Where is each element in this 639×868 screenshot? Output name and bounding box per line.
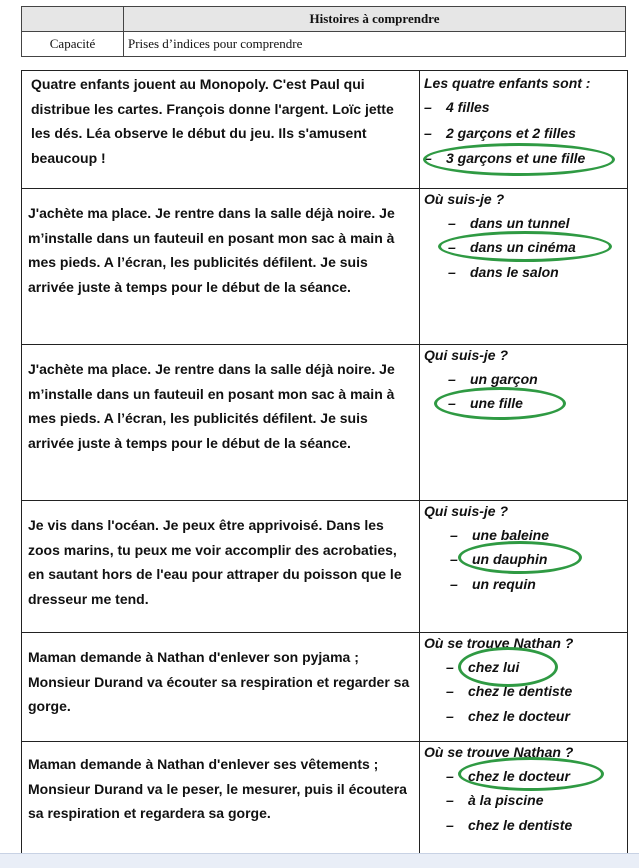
answer-option[interactable]: – une baleine bbox=[450, 527, 550, 543]
selection-circle bbox=[438, 231, 612, 262]
story-text: Maman demande à Nathan d'enlever ses vêtements ; Monsieur Durand va le peser, le mesurer, puis il écoutera sa respiration et regardera sa gorge. bbox=[22, 742, 420, 854]
header-table bbox=[21, 6, 626, 57]
answer-cell bbox=[420, 189, 627, 344]
answer-option[interactable]: – chez le docteur bbox=[446, 708, 570, 724]
header-empty-cell bbox=[22, 7, 124, 32]
exercise-row bbox=[22, 632, 627, 741]
exercise-row bbox=[22, 71, 627, 188]
answer-option[interactable]: – un garçon bbox=[448, 371, 538, 387]
exercise-row bbox=[22, 344, 627, 500]
selection-circle bbox=[458, 541, 582, 574]
question-text: Où se trouve Nathan ? bbox=[424, 635, 574, 651]
answer-option-selected[interactable]: – chez lui bbox=[446, 659, 520, 675]
story-text: Quatre enfants jouent au Monopoly. C'est Paul qui distribue les cartes. François donne l'argent. Loïc jette les dés. Léa observe le début du jeu. Ils s'amusent beaucoup ! bbox=[22, 71, 420, 188]
answer-option[interactable]: – dans un tunnel bbox=[448, 215, 570, 231]
answer-option[interactable]: – un requin bbox=[450, 576, 536, 592]
bottom-bar bbox=[0, 853, 639, 868]
answer-option-selected[interactable]: – dans un cinéma bbox=[448, 239, 576, 255]
answer-option[interactable]: – chez le dentiste bbox=[446, 683, 573, 699]
question-text: Qui suis-je ? bbox=[424, 347, 509, 363]
answer-option[interactable]: – 4 filles bbox=[424, 99, 490, 115]
answer-option-selected[interactable]: – une fille bbox=[448, 395, 523, 411]
answer-cell bbox=[420, 71, 627, 188]
story-text: J'achète ma place. Je rentre dans la salle déjà noire. Je m’installe dans un fauteuil en posant mon sac à main à mes pieds. A l’écran, les publicités défilent. Je suis arrivée juste à temps pour le début de la séance. bbox=[22, 345, 420, 500]
exercise-table bbox=[21, 70, 628, 855]
selection-circle bbox=[434, 387, 566, 420]
answer-option[interactable]: – dans le salon bbox=[448, 264, 559, 280]
answer-option-selected[interactable]: – chez le docteur bbox=[446, 768, 570, 784]
exercise-row bbox=[22, 741, 627, 854]
selection-circle bbox=[423, 143, 615, 176]
story-text: J'achète ma place. Je rentre dans la salle déjà noire. Je m’installe dans un fauteuil en posant mon sac à main à mes pieds. A l’écran, les publicités défilent. Je suis arrivée juste à temps pour le début de la séance. bbox=[22, 189, 420, 344]
answer-option[interactable]: – à la piscine bbox=[446, 792, 544, 808]
answer-option[interactable]: – chez le dentiste bbox=[446, 817, 573, 833]
answer-cell bbox=[420, 501, 627, 632]
exercise-row bbox=[22, 500, 627, 632]
answer-cell bbox=[420, 633, 627, 741]
exercise-row bbox=[22, 188, 627, 344]
answer-option-selected[interactable]: – un dauphin bbox=[450, 551, 548, 567]
question-text: Où suis-je ? bbox=[424, 191, 505, 207]
capacity-label: Capacité bbox=[22, 32, 124, 57]
question-text: Qui suis-je ? bbox=[424, 503, 509, 519]
question-text: Où se trouve Nathan ? bbox=[424, 744, 574, 760]
answer-cell bbox=[420, 345, 627, 500]
answer-option[interactable]: – 2 garçons et 2 filles bbox=[424, 125, 576, 141]
story-text: Maman demande à Nathan d'enlever son pyjama ; Monsieur Durand va écouter sa respiration et regarder sa gorge. bbox=[22, 633, 420, 741]
answer-option-selected[interactable]: – 3 garçons et une fille bbox=[424, 150, 586, 166]
selection-circle bbox=[458, 757, 604, 791]
worksheet-title: Histoires à comprendre bbox=[124, 7, 626, 32]
story-text: Je vis dans l'océan. Je peux être apprivoisé. Dans les zoos marins, tu peux me voir accomplir des acrobaties, en sautant hors de l'eau pour attraper du poisson que le dresseur me tend. bbox=[22, 501, 420, 632]
capacity-value: Prises d’indices pour comprendre bbox=[124, 32, 626, 57]
answer-cell bbox=[420, 742, 627, 854]
question-text: Les quatre enfants sont : bbox=[424, 75, 591, 91]
selection-circle bbox=[458, 647, 558, 687]
